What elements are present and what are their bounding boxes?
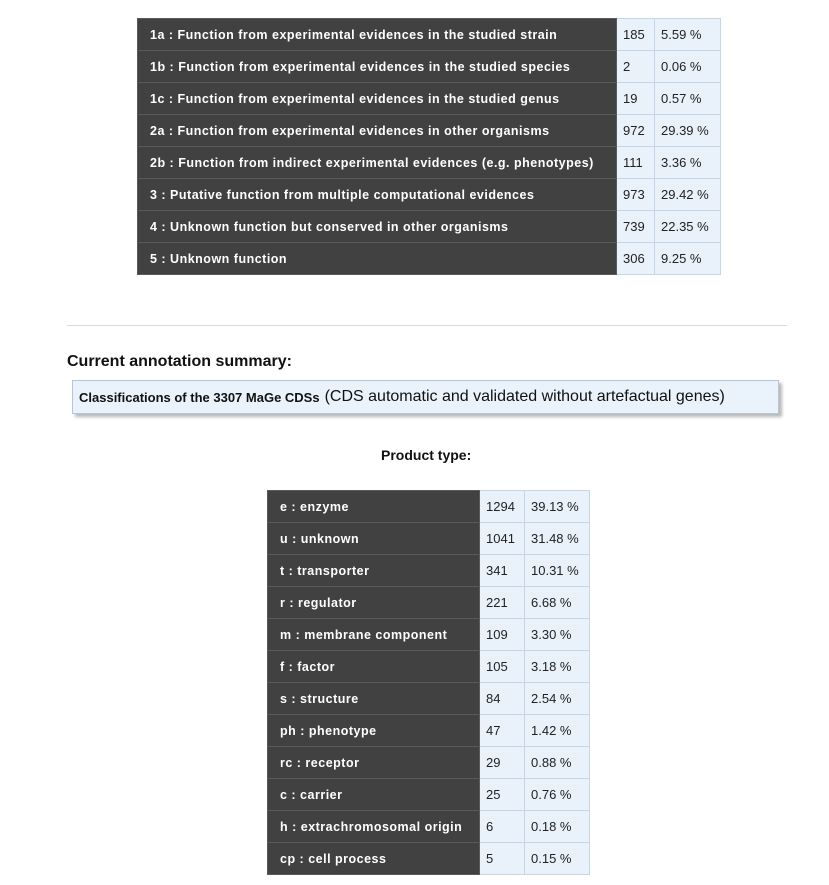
row-percent: 39.13 % — [525, 491, 590, 523]
row-percent: 3.30 % — [525, 619, 590, 651]
annotation-summary-heading: Current annotation summary: — [67, 353, 292, 370]
row-count: 1041 — [480, 523, 525, 555]
row-count: 973 — [617, 179, 655, 211]
table-row — [268, 651, 590, 683]
row-percent: 31.48 % — [525, 523, 590, 555]
row-percent: 0.18 % — [525, 811, 590, 843]
row-label: u : unknown — [268, 523, 480, 555]
row-percent: 0.06 % — [655, 51, 721, 83]
row-percent: 2.54 % — [525, 683, 590, 715]
table-row — [138, 179, 721, 211]
row-label: m : membrane component — [268, 619, 480, 651]
row-count: 972 — [617, 115, 655, 147]
row-count: 109 — [480, 619, 525, 651]
row-count: 1294 — [480, 491, 525, 523]
table-row — [268, 587, 590, 619]
row-label: e : enzyme — [268, 491, 480, 523]
row-label: 4 : Unknown function but conserved in other organisms — [138, 211, 617, 243]
classifications-note: (CDS automatic and validated without artefactual genes) — [324, 388, 725, 405]
row-percent: 0.88 % — [525, 747, 590, 779]
table-row — [138, 51, 721, 83]
row-count: 341 — [480, 555, 525, 587]
product-type-table — [267, 490, 590, 875]
row-count: 19 — [617, 83, 655, 115]
row-label: 2a : Function from experimental evidences in other organisms — [138, 115, 617, 147]
row-label: rc : receptor — [268, 747, 480, 779]
table-row — [268, 747, 590, 779]
row-percent: 3.36 % — [655, 147, 721, 179]
table-row — [138, 147, 721, 179]
row-count: 221 — [480, 587, 525, 619]
row-percent: 0.15 % — [525, 843, 590, 875]
table-row — [268, 619, 590, 651]
row-percent: 5.59 % — [655, 19, 721, 51]
row-percent: 10.31 % — [525, 555, 590, 587]
row-count: 29 — [480, 747, 525, 779]
section-divider — [67, 325, 787, 326]
table-row — [268, 811, 590, 843]
row-percent: 1.42 % — [525, 715, 590, 747]
row-label: cp : cell process — [268, 843, 480, 875]
table-row — [138, 211, 721, 243]
table-row — [138, 115, 721, 147]
table-row — [268, 555, 590, 587]
row-count: 25 — [480, 779, 525, 811]
row-count: 739 — [617, 211, 655, 243]
row-count: 5 — [480, 843, 525, 875]
product-type-heading: Product type: — [381, 447, 472, 463]
row-label: 1b : Function from experimental evidences in the studied species — [138, 51, 617, 83]
table-row — [138, 83, 721, 115]
table-row — [268, 683, 590, 715]
table-row — [268, 715, 590, 747]
row-count: 111 — [617, 147, 655, 179]
evidence-class-table — [137, 18, 721, 275]
table-row — [268, 491, 590, 523]
table-row — [268, 779, 590, 811]
row-percent: 29.42 % — [655, 179, 721, 211]
row-label: 1c : Function from experimental evidences in the studied genus — [138, 83, 617, 115]
classifications-title: Classifications of the 3307 MaGe CDSs — [79, 389, 320, 405]
row-count: 105 — [480, 651, 525, 683]
row-label: h : extrachromosomal origin — [268, 811, 480, 843]
row-label: f : factor — [268, 651, 480, 683]
row-count: 306 — [617, 243, 655, 275]
row-label: 5 : Unknown function — [138, 243, 617, 275]
row-percent: 3.18 % — [525, 651, 590, 683]
row-label: ph : phenotype — [268, 715, 480, 747]
row-percent: 9.25 % — [655, 243, 721, 275]
row-count: 47 — [480, 715, 525, 747]
row-count: 2 — [617, 51, 655, 83]
row-count: 84 — [480, 683, 525, 715]
row-percent: 6.68 % — [525, 587, 590, 619]
row-label: s : structure — [268, 683, 480, 715]
row-label: r : regulator — [268, 587, 480, 619]
row-label: 3 : Putative function from multiple computational evidences — [138, 179, 617, 211]
row-label: c : carrier — [268, 779, 480, 811]
classifications-box — [72, 380, 779, 414]
row-percent: 0.57 % — [655, 83, 721, 115]
table-row — [138, 19, 721, 51]
table-row — [268, 523, 590, 555]
row-percent: 29.39 % — [655, 115, 721, 147]
row-label: 1a : Function from experimental evidences in the studied strain — [138, 19, 617, 51]
table-row — [138, 243, 721, 275]
row-label: 2b : Function from indirect experimental evidences (e.g. phenotypes) — [138, 147, 617, 179]
row-percent: 22.35 % — [655, 211, 721, 243]
row-count: 185 — [617, 19, 655, 51]
row-label: t : transporter — [268, 555, 480, 587]
table-row — [268, 843, 590, 875]
row-count: 6 — [480, 811, 525, 843]
row-percent: 0.76 % — [525, 779, 590, 811]
